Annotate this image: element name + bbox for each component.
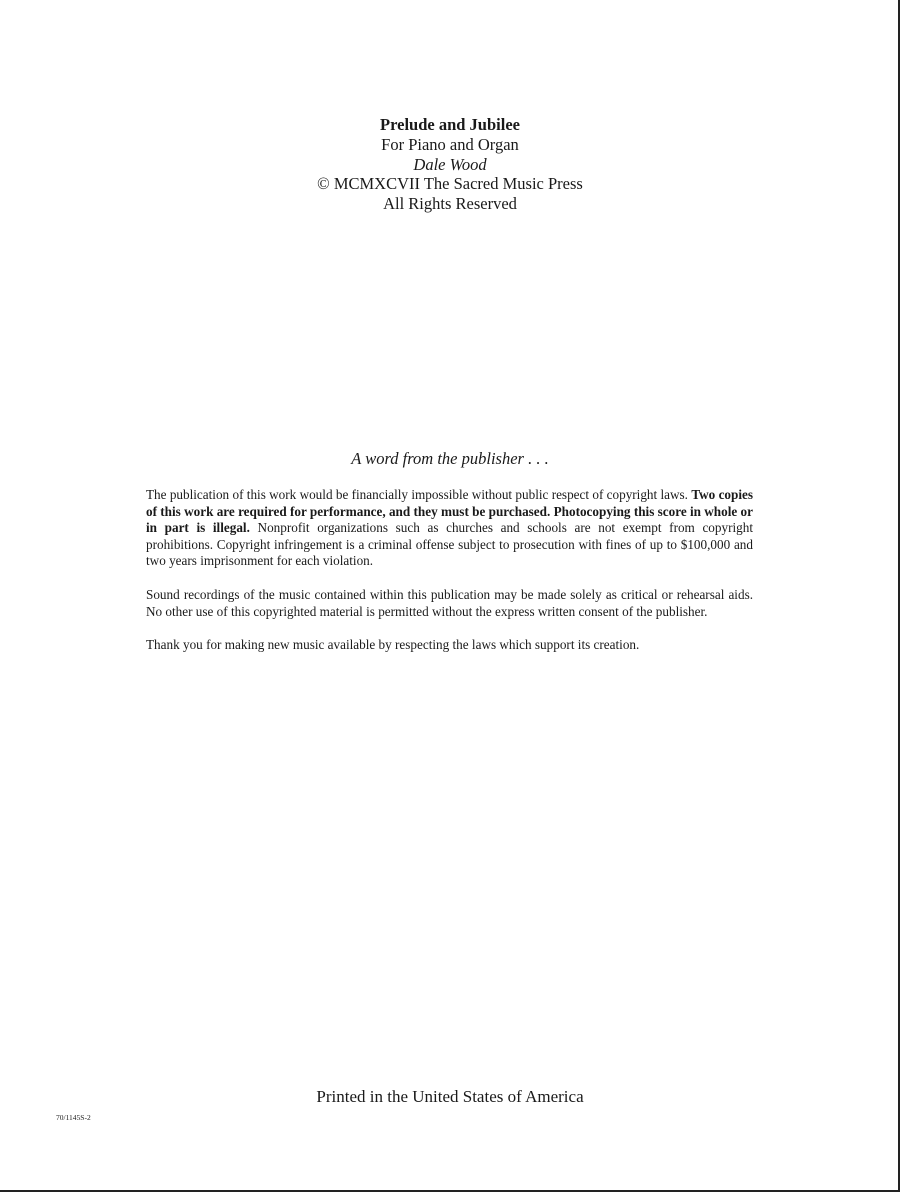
title-block xyxy=(0,115,900,214)
rights-line: All Rights Reserved xyxy=(383,194,517,214)
copyright-paragraph-warning: Two copies of this work are required for performance, and they must be purchased. Photocopying this score in whole or in part is illegal. xyxy=(146,487,753,536)
publisher-note-heading: A word from the publisher . . . xyxy=(351,449,549,468)
thank-you-paragraph: Thank you for making new music available by respecting the laws which support its creation. xyxy=(146,637,640,653)
piece-title: Prelude and Jubilee xyxy=(380,115,520,134)
instrumentation: For Piano and Organ xyxy=(381,134,519,154)
copyright-paragraph xyxy=(146,487,753,570)
publisher-note-body xyxy=(146,487,753,671)
copyright-paragraph-intro: The publication of this work would be financially impossible without public respect of copyright laws. xyxy=(146,487,688,502)
printed-in-line: Printed in the United States of America xyxy=(316,1087,584,1106)
recordings-paragraph: Sound recordings of the music contained within this publication may be made solely as critical or rehearsal aids. No other use of this copyrighted material is permitted without the express written consent of the publisher. xyxy=(146,586,753,619)
copyright-line: © MCMXCVII The Sacred Music Press xyxy=(317,174,583,194)
composer-name: Dale Wood xyxy=(413,154,487,174)
copyright-paragraph-detail: Nonprofit organizations such as churches and schools are not exempt from copyright prohibitions. Copyright infringement is a criminal offense subject to prosecution with fines of up to $100,000 and two years imprisonment for each violation. xyxy=(146,520,753,569)
catalog-number: 70/1145S-2 xyxy=(56,1113,91,1122)
